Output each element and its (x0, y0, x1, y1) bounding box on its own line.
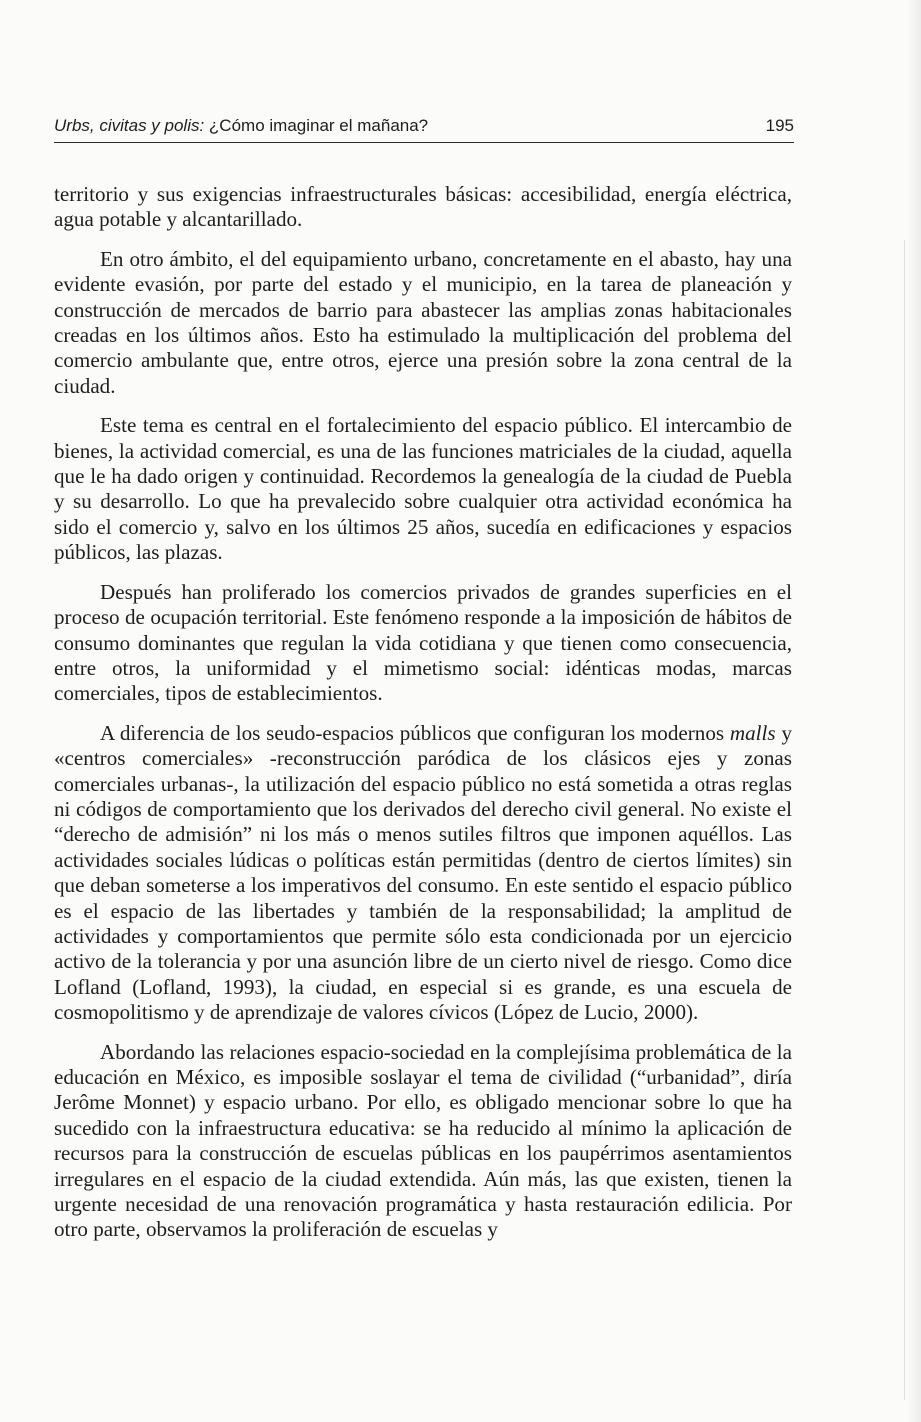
page-number: 195 (765, 116, 794, 135)
paragraph-continued: territorio y sus exigencias infraestructurales básicas: accesibilidad, energía eléctrica, agua potable y alcantarillado. (54, 182, 792, 232)
running-title-italic: Urbs, civitas y polis: (54, 116, 205, 135)
malls-term: malls (729, 720, 776, 745)
scan-edge-shadow (907, 0, 921, 1422)
paragraph-espacio-publico: Este tema es central en el fortalecimiento del espacio público. El intercambio de bienes, la actividad comercial, es una de las funciones matriciales de la ciudad, aquella que le ha dado origen y continuidad. Recordemos la genealogía de la ciudad de Puebla y su desarrollo. Lo que ha prevalecido sobre cualquier otra actividad económica ha sido el comercio y, salvo en los últimos 25 años, sucedía en edificaciones y espacios públicos, las plazas. (54, 413, 792, 565)
body-text (54, 182, 792, 1243)
running-title-plain: ¿Cómo imaginar el mañana? (204, 116, 429, 135)
paragraph-educacion: Abordando las relaciones espacio-sociedad en la complejísima problemática de la educación en México, es imposible soslayar el tema de civilidad (“urbanidad”, diría Jerôme Monnet) y espacio urbano. Por ello, es obligado mencionar sobre lo que ha sucedido con la infraestructura educativa: se ha reducido al mínimo la aplicación de recursos para la construcción de escuelas públicas en los paupérrimos asentamientos irregulares en el espacio de la ciudad extendida. Aún más, las que existen, tienen la urgente necesidad de una renovación programática y hasta restauración edilicia. Por otro parte, observamos la proliferación de escuelas y (54, 1039, 792, 1242)
paragraph-seudo-espacios (54, 721, 792, 1026)
paragraph-comercios-privados: Después han proliferado los comercios privados de grandes superficies en el proceso de ocupación territorial. Este fenómeno responde a la imposición de hábitos de consumo dominantes que regulan la vida cotidiana y que tienen como consecuencia, entre otros, la uniformidad y el mimetismo social: idénticas modas, marcas comerciales, tipos de establecimientos. (54, 579, 792, 706)
paragraph-seudo-espacios-start: A diferencia de los seudo-espacios públicos que configuran los modernos (100, 720, 730, 745)
scan-edge-line (904, 240, 905, 1400)
running-header (54, 116, 794, 143)
running-title (54, 116, 428, 136)
paragraph-seudo-espacios-rest: y «centros comerciales» -reconstrucción paródica de los clásicos ejes y zonas comerciales urbanas-, la utilización del espacio público no está sometida a otras reglas ni códigos de comportamiento que los derivados del derecho civil general. No existe el “derecho de admisión” ni los más o menos sutiles filtros que imponen aquéllos. Las actividades sociales lúdicas o políticas están permitidas (dentro de ciertos límites) sin que deban someterse a los imperativos del consumo. En este sentido el espacio público es el espacio de las libertades y también de la responsabilidad; la amplitud de actividades y comportamientos que permite sólo esta condicionada por un ejercicio activo de la tolerancia y por una asunción libre de un cierto nivel de riesgo. Como dice Lofland (Lofland, 1993), la ciudad, en especial si es grande, es una escuela de cosmopolitismo y de aprendizaje de valores cívicos (López de Lucio, 2000). (54, 720, 792, 1025)
paragraph-abasto: En otro ámbito, el del equipamiento urbano, concretamente en el abasto, hay una evidente evasión, por parte del estado y el municipio, en la tarea de planeación y construcción de mercados de barrio para abastecer las amplias zonas habitacionales creadas en los últimos años. Esto ha estimulado la multiplicación del problema del comercio ambulante que, entre otros, ejerce una presión sobre la zona central de la ciudad. (54, 246, 792, 398)
